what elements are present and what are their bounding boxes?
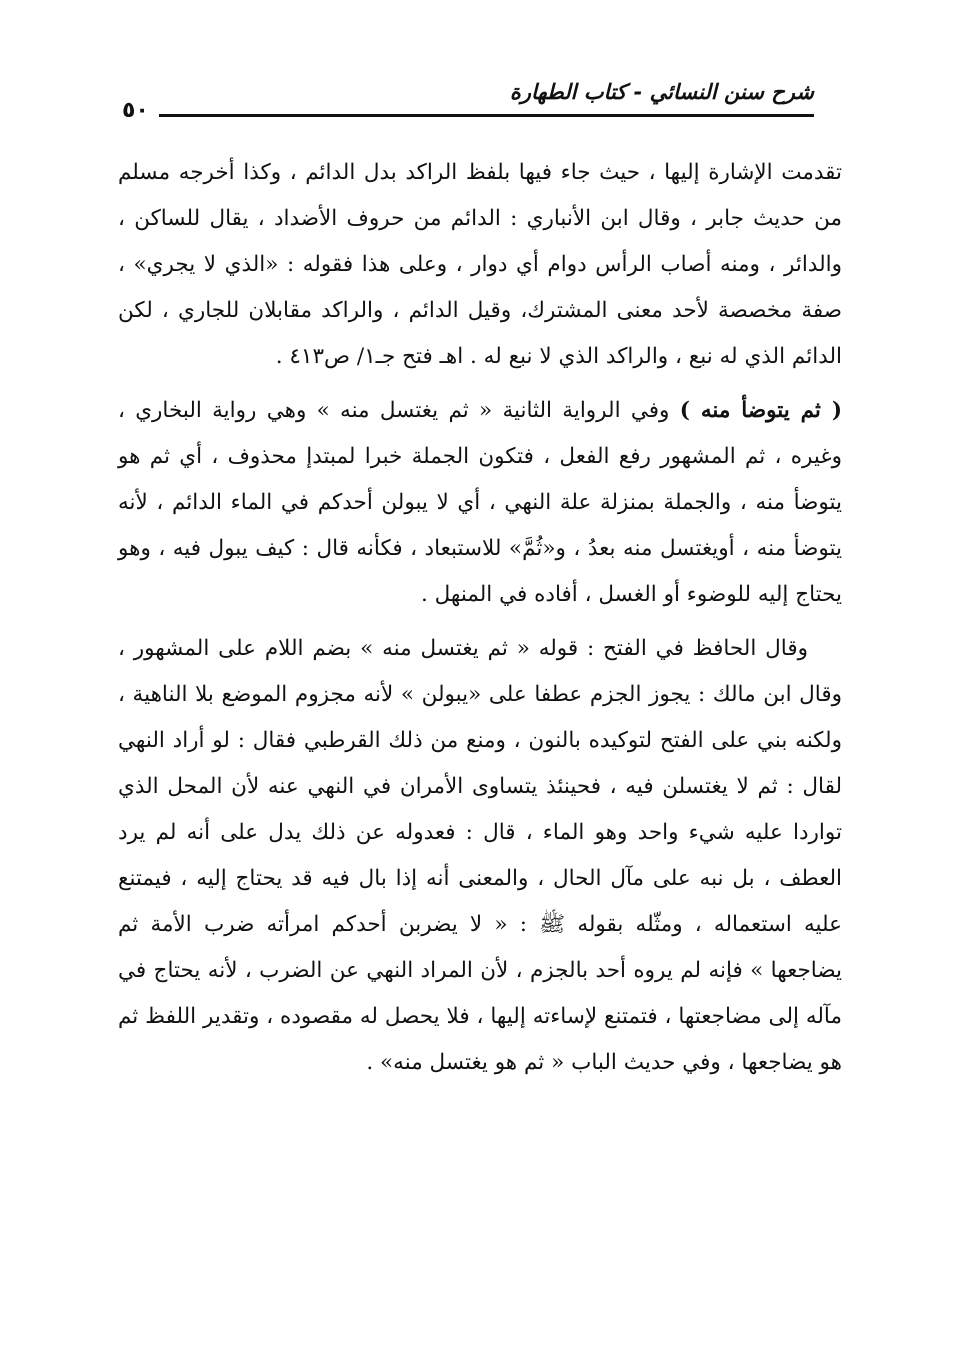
paragraph-3-text: وقال الحافظ في الفتح : قوله « ثم يغتسل منه » بضم اللام على المشهور ، وقال ابن مالك : يجوز الجزم عطفا على «يبولن » لأنه مجزوم الموضع بلا الناهية ، ولكنه بني على الفتح لتوكيده بالنون ، ومنع من ذلك القرطبي فقال : لو أراد النهي لقال : ثم لا يغتسلن فيه ، فحينئذ يتساوى الأمران في النهي عنه لأن المحل الذي تواردا عليه شيء واحد وهو الماء ، قال : فعدوله عن ذلك يدل على أنه لم يرد العطف ، بل نبه على مآل الحال ، والمعنى أنه إذا بال فيه قد يحتاج إليه ، فيمتنع عليه استعماله ، ومثّله بقوله ﷺ : « لا يضربن أحدكم امرأته ضرب الأمة ثم يضاجعها » فإنه لم يروه أحد بالجزم ، لأن المراد النهي عن الضرب ، لأنه يحتاج في مآله إلى مضاجعتها ، فتمتنع لإساءته إليها ، فلا يحصل له مقصوده ، وتقدير اللفظ ثم هو يضاجعها ، وفي حديث الباب « ثم هو يغتسل منه» . <box>118 636 842 1075</box>
body-text <box>118 150 842 1086</box>
paragraph-1-text: تقدمت الإشارة إليها ، حيث جاء فيها بلفظ الراكد بدل الدائم ، وكذا أخرجه مسلم من حديث جابر ، وقال ابن الأنباري : الدائم من حروف الأضداد ، يقال للساكن ، والدائر ، ومنه أصاب الرأس دوام أي دوار ، وعلى هذا فقوله : «الذي لا يجري» ، صفة مخصصة لأحد معنى المشترك، وقيل الدائم ، والراكد مقابلان للجاري ، لكن الدائم الذي له نبع ، والراكد الذي لا نبع له . اهـ فتح جـ١/ ص٤١٣ . <box>118 160 842 369</box>
paragraph-1 <box>118 150 842 380</box>
running-header-title: شرح سنن النسائي - كتاب الطهارة <box>509 80 814 104</box>
header-rule <box>118 114 814 117</box>
paragraph-2-text: وفي الرواية الثانية « ثم يغتسل منه » وهي رواية البخاري ، وغيره ، ثم المشهور رفع الفعل ، فتكون الجملة خبرا لمبتدإ محذوف ، أي ثم هو يتوضأ منه ، والجملة بمنزلة علة النهي ، أي لا يبولن أحدكم في الماء الدائم ، لأنه يتوضأ منه ، أويغتسل منه بعدُ ، و«ثُمَّ» للاستبعاد ، فكأنه قال : كيف يبول فيه ، وهو يحتاج إليه للوضوء أو الغسل ، أفاده في المنهل . <box>118 398 842 607</box>
running-header <box>118 78 814 126</box>
page-number: ٥٠ <box>118 96 159 126</box>
paragraph-2 <box>118 388 842 618</box>
paragraph-3 <box>118 626 842 1086</box>
paragraph-2-lead: ( ثم يتوضأ منه ) <box>679 398 843 423</box>
